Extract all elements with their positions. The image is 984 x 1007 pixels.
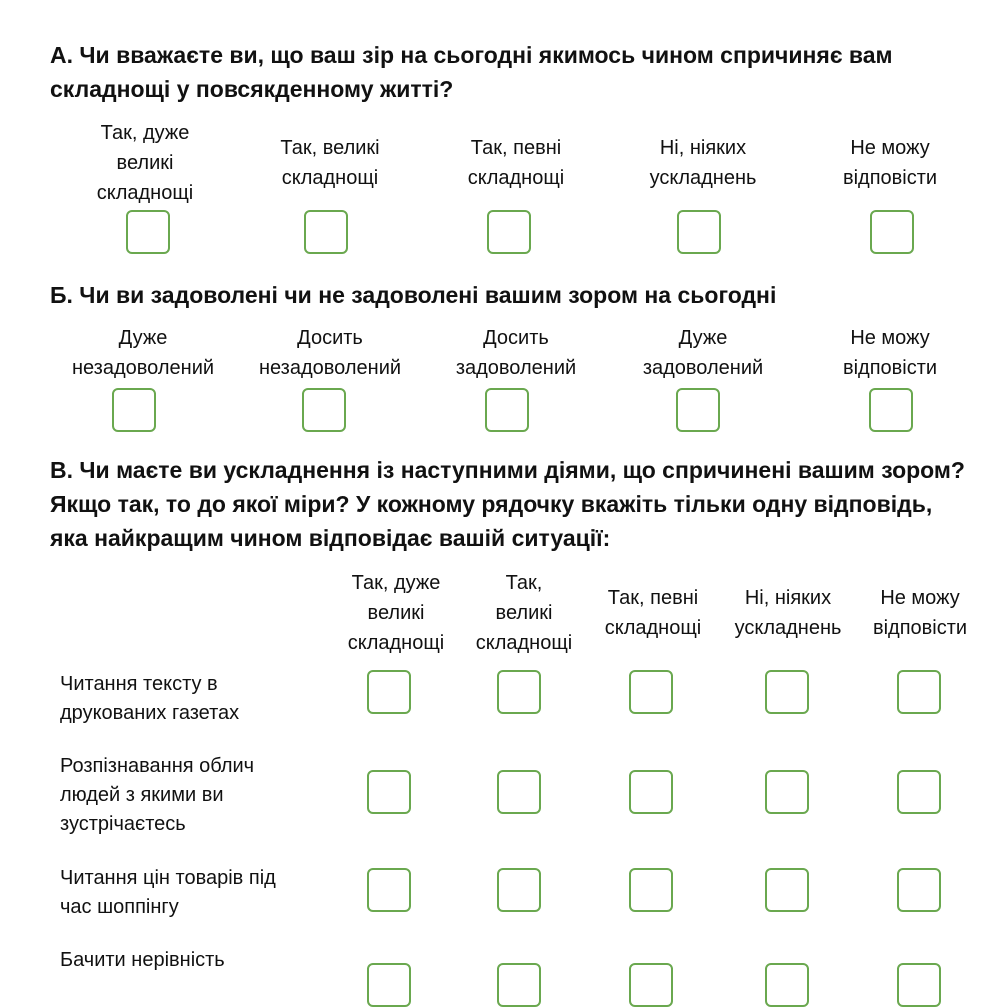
- question-c-column-header: Так, дуже великі складнощі: [347, 572, 445, 654]
- question-a-option-label: Так, певні складнощі: [467, 137, 565, 189]
- question-c-checkbox[interactable]: [897, 868, 941, 912]
- question-c-checkbox[interactable]: [629, 670, 673, 714]
- question-b-option-label: Не можу відповісти: [842, 327, 938, 379]
- question-c-checkbox[interactable]: [897, 670, 941, 714]
- question-a-option-label: Так, дуже великі складнощі: [96, 122, 194, 204]
- question-b-text: Б. Чи ви задоволені чи не задоволені вашим зором на сьогодні: [50, 282, 777, 308]
- question-c-row-label: Читання тексту в друкованих газетах: [60, 673, 240, 724]
- question-b-option-label: Досить задоволений: [455, 327, 577, 379]
- question-b-checkbox[interactable]: [869, 388, 913, 432]
- question-c-checkbox[interactable]: [629, 868, 673, 912]
- question-a-checkbox[interactable]: [487, 210, 531, 254]
- question-c-checkbox[interactable]: [765, 868, 809, 912]
- question-c-checkbox[interactable]: [367, 963, 411, 1007]
- question-c-checkbox[interactable]: [765, 770, 809, 814]
- question-c-column-header: Не можу відповісти: [872, 587, 968, 639]
- question-a-checkbox[interactable]: [126, 210, 170, 254]
- question-b-checkbox[interactable]: [112, 388, 156, 432]
- question-c-row-label: Читання цін товарів під час шоппінгу: [60, 867, 276, 918]
- question-c-column-header: Так, великі складнощі: [475, 572, 573, 654]
- question-a-checkbox[interactable]: [870, 210, 914, 254]
- question-c-checkbox[interactable]: [629, 770, 673, 814]
- question-b-checkbox[interactable]: [302, 388, 346, 432]
- question-c-text: В. Чи маєте ви ускладнення із наступними діями, що спричинені вашим зором? Якщо так, то до якої міри? У кожному рядочку вкажіть тільки одну відповідь, яка найкращим чином відповідає вашій ситуації:: [50, 457, 965, 551]
- question-c-checkbox[interactable]: [765, 963, 809, 1007]
- question-b-checkbox[interactable]: [676, 388, 720, 432]
- question-c-checkbox[interactable]: [367, 770, 411, 814]
- question-b-option-label: Дуже незадоволений: [71, 327, 215, 379]
- question-a-checkbox[interactable]: [677, 210, 721, 254]
- question-b-option-label: Дуже задоволений: [642, 327, 764, 379]
- question-c-checkbox[interactable]: [367, 670, 411, 714]
- question-a-checkbox[interactable]: [304, 210, 348, 254]
- question-c-checkbox[interactable]: [629, 963, 673, 1007]
- question-c-checkbox[interactable]: [367, 868, 411, 912]
- question-a-option-label: Не можу відповісти: [842, 137, 938, 189]
- question-c-column-header: Так, певні складнощі: [604, 587, 702, 639]
- question-c-checkbox[interactable]: [497, 868, 541, 912]
- question-c-column-header: Ні, ніяких ускладнень: [734, 587, 842, 639]
- question-b-option-label: Досить незадоволений: [258, 327, 402, 379]
- question-c-checkbox[interactable]: [497, 963, 541, 1007]
- question-c-checkbox[interactable]: [765, 670, 809, 714]
- question-c-row-label: Розпізнавання облич людей з якими ви зустрічаєтесь: [60, 755, 255, 835]
- question-b-checkbox[interactable]: [485, 388, 529, 432]
- question-a-text: А. Чи вважаєте ви, що ваш зір на сьогодні якимось чином спричиняє вам складнощі у повсякденному житті?: [50, 42, 893, 102]
- question-c-checkbox[interactable]: [897, 963, 941, 1007]
- question-c-row-label: Бачити нерівність: [60, 949, 225, 971]
- question-a-option-label: Ні, ніяких ускладнень: [649, 137, 757, 189]
- question-a-option-label: Так, великі складнощі: [280, 137, 380, 189]
- question-c-checkbox[interactable]: [497, 670, 541, 714]
- question-c-checkbox[interactable]: [497, 770, 541, 814]
- question-c-checkbox[interactable]: [897, 770, 941, 814]
